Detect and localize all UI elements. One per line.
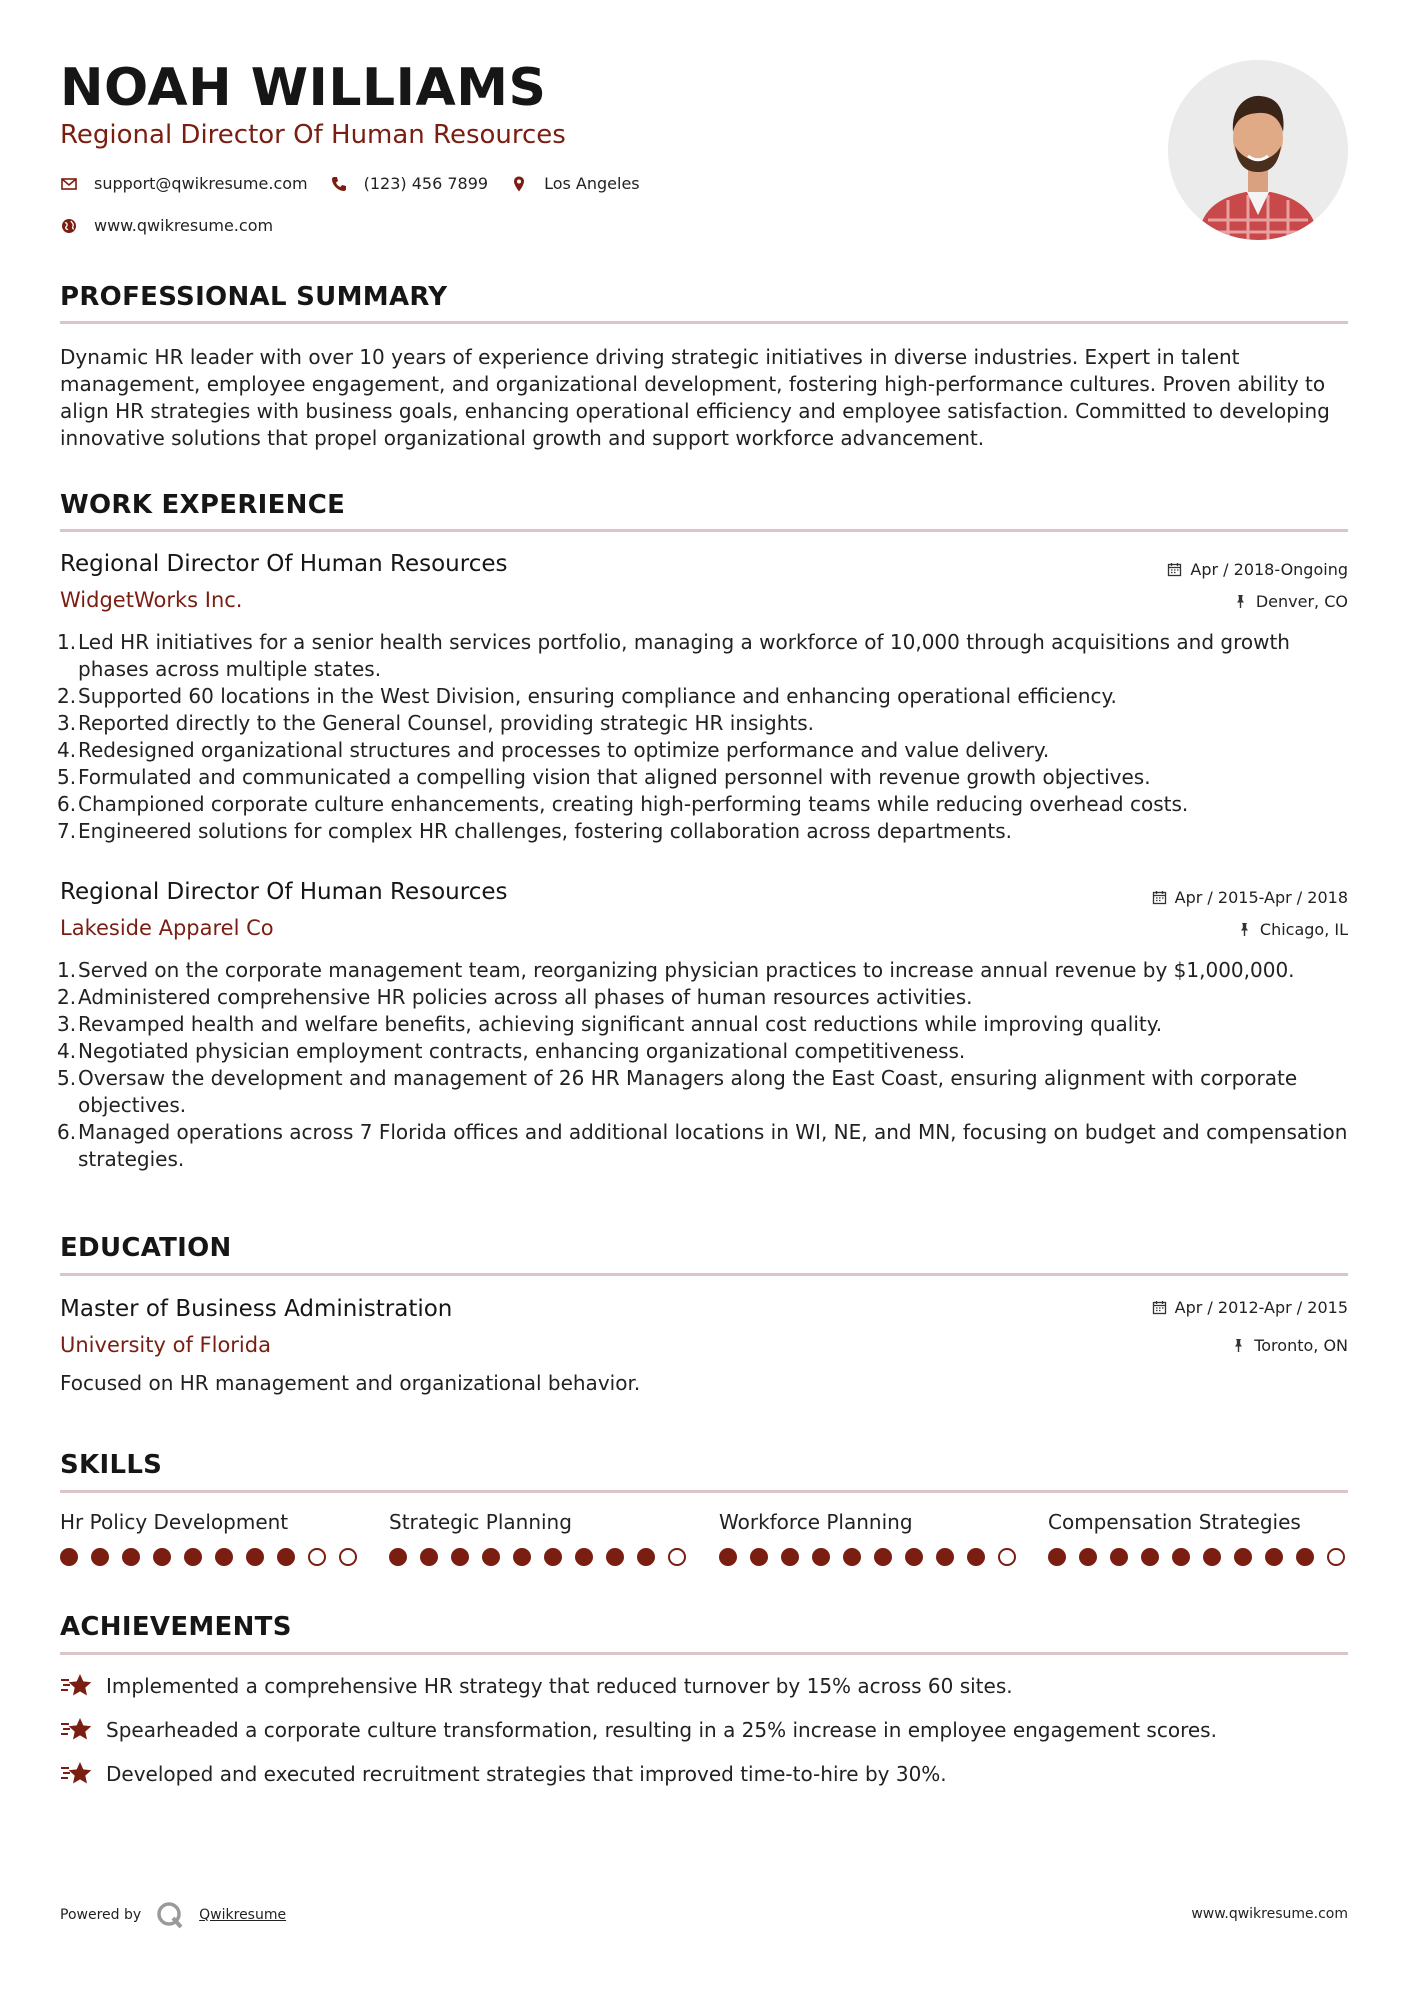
list-item: 1. Served on the corporate management team, reorganizing physician practices to increase annual revenue by $1,000,000. bbox=[57, 958, 1295, 982]
company-name: WidgetWorks Inc. bbox=[60, 588, 243, 612]
rating-dot-filled bbox=[843, 1548, 861, 1566]
phone-text[interactable]: (123) 456 7899 bbox=[363, 174, 489, 193]
list-item: 1. Led HR initiatives for a senior health services portfolio, managing a workforce of 10,000 through acquisitions and growth phases across multiple states. bbox=[57, 630, 1290, 681]
candidate-title: Regional Director Of Human Resources bbox=[60, 120, 566, 150]
education-dates-text: Apr / 2012-Apr / 2015 bbox=[1174, 1298, 1348, 1317]
rating-dot-filled bbox=[905, 1548, 923, 1566]
star-icon bbox=[60, 1716, 94, 1744]
skill-item bbox=[719, 1510, 1019, 1566]
education-location-text: Toronto, ON bbox=[1254, 1336, 1348, 1355]
education-dates bbox=[1152, 1298, 1348, 1317]
section-divider bbox=[60, 321, 1348, 324]
rating-dot-filled bbox=[967, 1548, 985, 1566]
powered-by-label: Powered by bbox=[60, 1907, 142, 1923]
section-divider bbox=[60, 529, 1348, 532]
candidate-name: NOAH WILLIAMS bbox=[60, 58, 547, 118]
rating-dot-filled bbox=[420, 1548, 438, 1566]
brand-link[interactable]: Qwikresume bbox=[199, 1907, 287, 1923]
rating-dot-filled bbox=[812, 1548, 830, 1566]
school-name: University of Florida bbox=[60, 1333, 271, 1357]
rating-dot-filled bbox=[1296, 1548, 1314, 1566]
list-item: 2. Administered comprehensive HR policies across all phases of human resources activities. bbox=[57, 985, 973, 1009]
rating-dot-filled bbox=[60, 1548, 78, 1566]
skill-label: Hr Policy Development bbox=[60, 1510, 289, 1534]
rating-dot-filled bbox=[246, 1548, 264, 1566]
rating-dot-filled bbox=[482, 1548, 500, 1566]
list-item: 7. Engineered solutions for complex HR challenges, fostering collaboration across departments. bbox=[57, 819, 1012, 843]
location-text: Los Angeles bbox=[544, 174, 640, 193]
achievement-text: Developed and executed recruitment strategies that improved time-to-hire by 30%. bbox=[106, 1762, 947, 1786]
rating-dot-filled bbox=[781, 1548, 799, 1566]
rating-dot-empty bbox=[339, 1548, 357, 1566]
skill-label: Strategic Planning bbox=[389, 1510, 572, 1534]
rating-dot-filled bbox=[1048, 1548, 1066, 1566]
rating-dot-filled bbox=[215, 1548, 233, 1566]
footer-website[interactable]: www.qwikresume.com bbox=[1191, 1906, 1348, 1922]
section-divider bbox=[60, 1652, 1348, 1655]
rating-dot-empty bbox=[1327, 1548, 1345, 1566]
achievement-item bbox=[60, 1716, 1217, 1744]
job-location bbox=[1233, 592, 1348, 611]
section-divider bbox=[60, 1490, 1348, 1493]
achievement-item bbox=[60, 1760, 947, 1788]
rating-dot-filled bbox=[389, 1548, 407, 1566]
rating-dot-filled bbox=[1265, 1548, 1283, 1566]
education-description: Focused on HR management and organizational behavior. bbox=[60, 1371, 641, 1395]
job-location-text: Denver, CO bbox=[1255, 592, 1348, 611]
skill-item bbox=[1048, 1510, 1348, 1566]
degree-title: Master of Business Administration bbox=[60, 1296, 453, 1322]
skill-item bbox=[389, 1510, 689, 1566]
company-name: Lakeside Apparel Co bbox=[60, 916, 274, 940]
rating-dot-filled bbox=[1234, 1548, 1252, 1566]
rating-dot-filled bbox=[1110, 1548, 1128, 1566]
pushpin-icon bbox=[1237, 922, 1252, 937]
email-text[interactable]: support@qwikresume.com bbox=[94, 174, 308, 193]
skills-heading: SKILLS bbox=[60, 1450, 163, 1480]
rating-dot-filled bbox=[719, 1548, 737, 1566]
section-divider bbox=[60, 1273, 1348, 1276]
list-item: 6. Managed operations across 7 Florida offices and additional locations in WI, NE, and MN, focusing on budget and compensation strategies. bbox=[57, 1120, 1348, 1171]
rating-dot-filled bbox=[637, 1548, 655, 1566]
rating-dot-filled bbox=[575, 1548, 593, 1566]
list-item: 4. Redesigned organizational structures and processes to optimize performance and value delivery. bbox=[57, 738, 1050, 762]
achievements-heading: ACHIEVEMENTS bbox=[60, 1612, 292, 1642]
rating-dot-filled bbox=[91, 1548, 109, 1566]
list-item: 5. Oversaw the development and management of 26 HR Managers along the East Coast, ensuring alignment with corporate objectives. bbox=[57, 1066, 1298, 1117]
envelope-icon bbox=[60, 175, 78, 193]
list-item: 6. Championed corporate culture enhancements, creating high-performing teams while reducing overhead costs. bbox=[57, 792, 1189, 816]
map-pin-icon bbox=[510, 175, 528, 193]
job-bullets bbox=[57, 957, 1350, 1173]
star-icon bbox=[60, 1760, 94, 1788]
job-location-text: Chicago, IL bbox=[1259, 920, 1348, 939]
globe-icon bbox=[60, 217, 78, 235]
job-dates-text: Apr / 2015-Apr / 2018 bbox=[1174, 888, 1348, 907]
rating-dot-filled bbox=[451, 1548, 469, 1566]
job-title: Regional Director Of Human Resources bbox=[60, 879, 508, 905]
calendar-icon bbox=[1152, 1300, 1167, 1315]
phone-icon bbox=[330, 175, 348, 193]
rating-dot-filled bbox=[874, 1548, 892, 1566]
list-item: 3. Revamped health and welfare benefits, achieving significant annual cost reductions while improving quality. bbox=[57, 1012, 1163, 1036]
list-item: 5. Formulated and communicated a compelling vision that aligned personnel with revenue growth objectives. bbox=[57, 765, 1151, 789]
profile-photo bbox=[1168, 60, 1348, 240]
skill-rating bbox=[719, 1548, 1019, 1566]
summary-text: Dynamic HR leader with over 10 years of experience driving strategic initiatives in diverse industries. Expert in talent management, employee engagement, and organizational development, fostering high-performance cultures. Proven ability to align HR strategies with business goals, enhancing operational efficiency and employee satisfaction. Committed to developing innovative solutions that propel organizational growth and support workforce advancement. bbox=[60, 345, 1330, 450]
calendar-icon bbox=[1167, 562, 1182, 577]
achievement-text: Implemented a comprehensive HR strategy that reduced turnover by 15% across 60 sites. bbox=[106, 1674, 1013, 1698]
summary-heading: PROFESSIONAL SUMMARY bbox=[60, 282, 448, 312]
person-photo-icon bbox=[1168, 60, 1348, 240]
star-icon bbox=[60, 1672, 94, 1700]
skill-rating bbox=[389, 1548, 689, 1566]
list-item: 3. Reported directly to the General Counsel, providing strategic HR insights. bbox=[57, 711, 814, 735]
job-dates bbox=[1152, 888, 1348, 907]
rating-dot-filled bbox=[122, 1548, 140, 1566]
rating-dot-empty bbox=[998, 1548, 1016, 1566]
skill-label: Workforce Planning bbox=[719, 1510, 913, 1534]
calendar-icon bbox=[1152, 890, 1167, 905]
achievement-item bbox=[60, 1672, 1013, 1700]
rating-dot-filled bbox=[1203, 1548, 1221, 1566]
rating-dot-filled bbox=[936, 1548, 954, 1566]
rating-dot-filled bbox=[1141, 1548, 1159, 1566]
skill-label: Compensation Strategies bbox=[1048, 1510, 1301, 1534]
skill-rating bbox=[1048, 1548, 1348, 1566]
education-location bbox=[1231, 1336, 1348, 1355]
list-item: 2. Supported 60 locations in the West Division, ensuring compliance and enhancing operational efficiency. bbox=[57, 684, 1117, 708]
contact-row-web bbox=[60, 216, 279, 235]
website-text[interactable]: www.qwikresume.com bbox=[94, 216, 274, 235]
rating-dot-filled bbox=[184, 1548, 202, 1566]
pushpin-icon bbox=[1233, 594, 1248, 609]
rating-dot-filled bbox=[544, 1548, 562, 1566]
pushpin-icon bbox=[1231, 1338, 1246, 1353]
list-item: 4. Negotiated physician employment contracts, enhancing organizational competitiveness. bbox=[57, 1039, 966, 1063]
rating-dot-filled bbox=[606, 1548, 624, 1566]
job-dates-text: Apr / 2018-Ongoing bbox=[1190, 560, 1348, 579]
contact-row bbox=[60, 174, 646, 193]
rating-dot-filled bbox=[153, 1548, 171, 1566]
skill-rating bbox=[60, 1548, 360, 1566]
rating-dot-filled bbox=[1079, 1548, 1097, 1566]
job-title: Regional Director Of Human Resources bbox=[60, 551, 508, 577]
rating-dot-filled bbox=[750, 1548, 768, 1566]
qwikresume-logo-icon bbox=[155, 1900, 185, 1930]
rating-dot-empty bbox=[308, 1548, 326, 1566]
rating-dot-filled bbox=[277, 1548, 295, 1566]
job-bullets bbox=[57, 629, 1350, 845]
achievement-text: Spearheaded a corporate culture transformation, resulting in a 25% increase in employee engagement scores. bbox=[106, 1718, 1217, 1742]
rating-dot-filled bbox=[513, 1548, 531, 1566]
job-location bbox=[1237, 920, 1348, 939]
job-dates bbox=[1167, 560, 1348, 579]
experience-heading: WORK EXPERIENCE bbox=[60, 490, 346, 520]
footer-powered-by bbox=[60, 1900, 286, 1930]
rating-dot-filled bbox=[1172, 1548, 1190, 1566]
rating-dot-empty bbox=[668, 1548, 686, 1566]
skill-item bbox=[60, 1510, 360, 1566]
education-heading: EDUCATION bbox=[60, 1233, 232, 1263]
